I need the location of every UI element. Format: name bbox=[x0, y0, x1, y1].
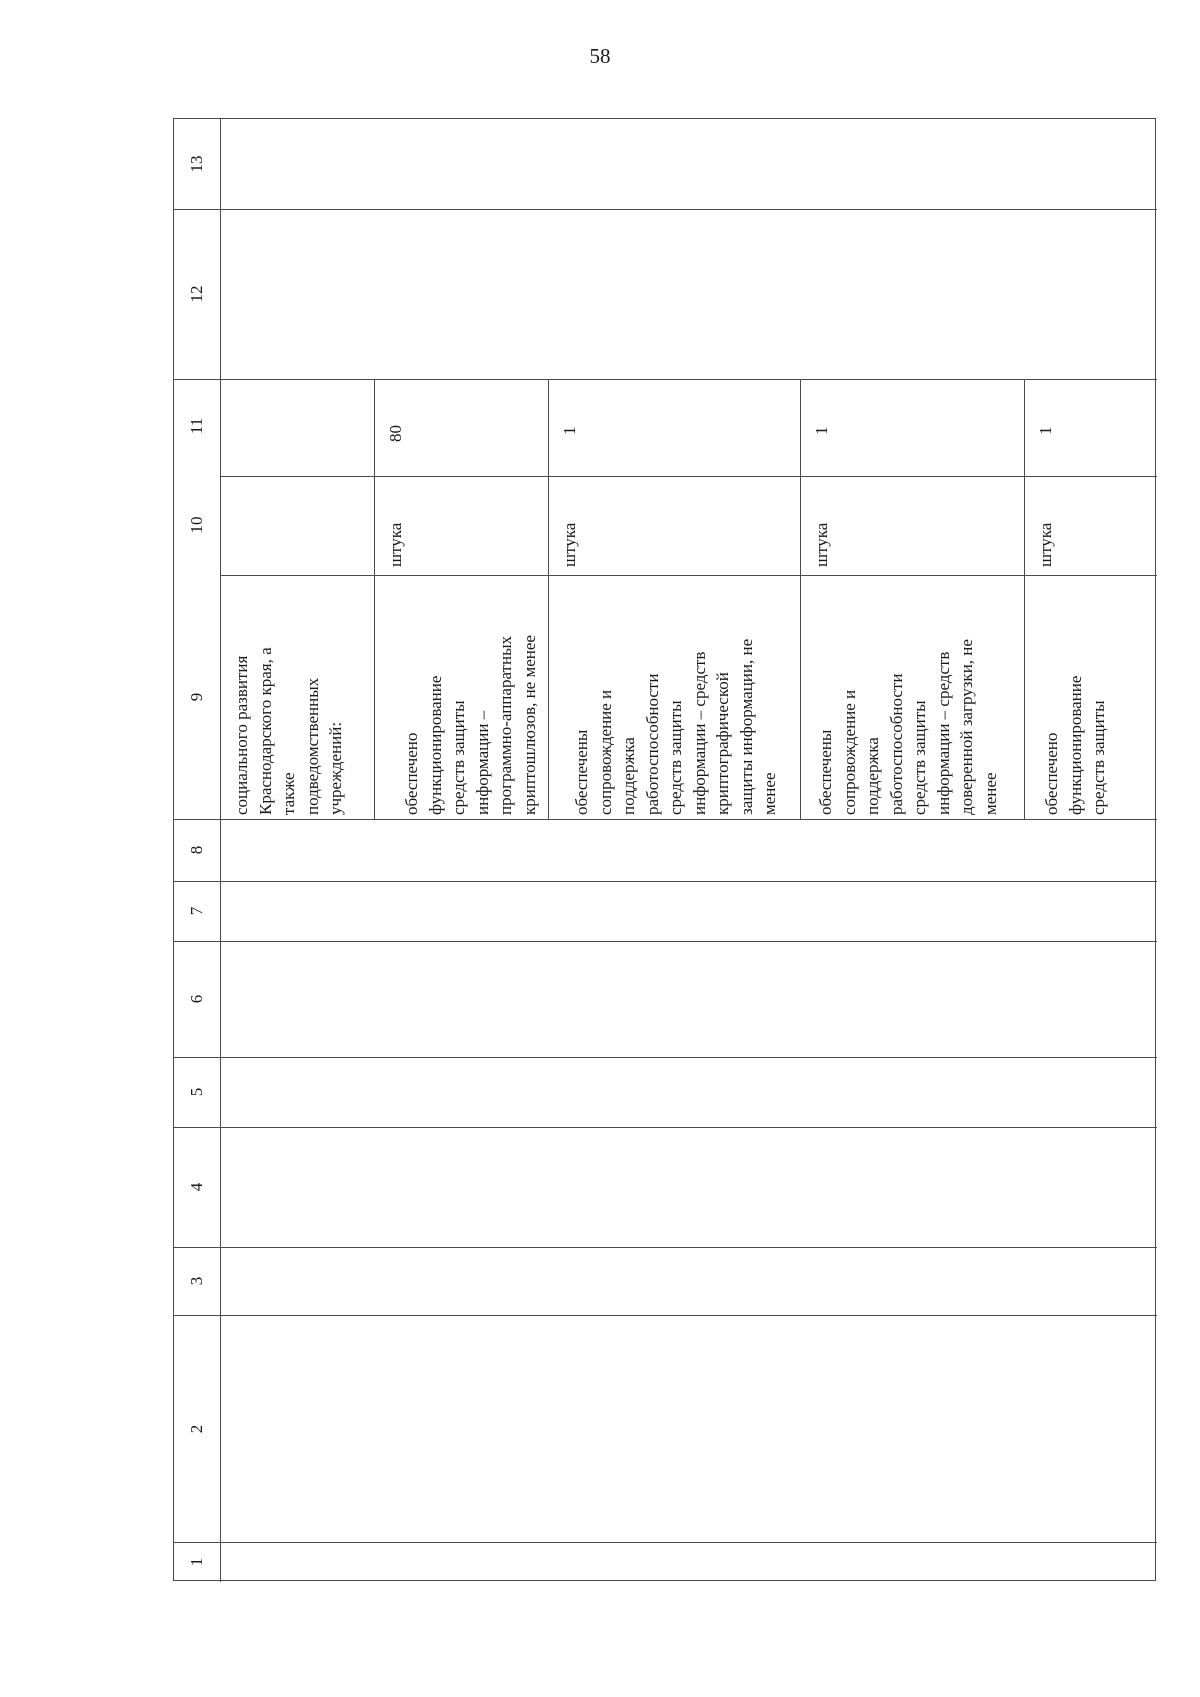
column-number-label: 13 bbox=[187, 155, 206, 173]
header-divider bbox=[220, 119, 221, 1582]
column-number-label: 1 bbox=[187, 1557, 206, 1567]
column-divider bbox=[174, 941, 1157, 942]
column-divider bbox=[174, 1127, 1157, 1128]
column-number-label: 11 bbox=[187, 417, 206, 435]
row-divider bbox=[1024, 379, 1025, 819]
indicator-cell: обеспечено функционирование средств защиты информации – программно-аппаратных криптошлюзов, не менее bbox=[402, 635, 539, 815]
column-number-label: 6 bbox=[187, 994, 206, 1004]
column-number-label: 2 bbox=[187, 1424, 206, 1434]
column-divider bbox=[174, 1057, 1157, 1058]
unit-cell: штука bbox=[1036, 522, 1055, 567]
row-divider bbox=[800, 379, 801, 819]
row-divider bbox=[548, 379, 549, 819]
value-cell: 1 bbox=[812, 426, 831, 435]
column-divider bbox=[220, 476, 1157, 477]
column-number-label: 10 bbox=[187, 516, 206, 534]
column-divider bbox=[174, 1247, 1157, 1248]
indicator-cell: обеспечены сопровождение и поддержка работоспособности средств защиты информации – средств доверенной загрузки, не менее bbox=[816, 639, 1000, 815]
column-divider bbox=[174, 881, 1157, 882]
column-number-label: 3 bbox=[187, 1276, 206, 1286]
column-number-label: 5 bbox=[187, 1087, 206, 1097]
column-number-label: 4 bbox=[187, 1182, 206, 1192]
column-number-label: 12 bbox=[187, 285, 206, 303]
column-number-label: 9 bbox=[187, 692, 206, 702]
column-number-label: 8 bbox=[187, 845, 206, 855]
column-divider bbox=[174, 1542, 1157, 1543]
indicator-cell: обеспечено функционирование средств защиты bbox=[1042, 675, 1108, 815]
column-number-label: 7 bbox=[187, 906, 206, 916]
unit-cell: штука bbox=[812, 522, 831, 567]
data-table bbox=[173, 118, 1156, 1581]
value-cell: 1 bbox=[560, 426, 579, 435]
indicator-cell: социального развития Краснодарского края, а также подведомственных учреждений: bbox=[232, 647, 345, 815]
column-divider bbox=[174, 1315, 1157, 1316]
indicator-cell: обеспечены сопровождение и поддержка работоспособности средств защиты информации – средств криптографической защиты информации, не менее bbox=[572, 638, 779, 815]
page-number: 58 bbox=[589, 44, 611, 68]
column-divider bbox=[220, 575, 1157, 576]
value-cell: 1 bbox=[1036, 426, 1055, 435]
unit-cell: штука bbox=[386, 522, 405, 567]
column-divider bbox=[174, 209, 1157, 210]
row-divider bbox=[374, 379, 375, 819]
column-divider bbox=[174, 379, 1157, 380]
column-divider bbox=[174, 819, 1157, 820]
unit-cell: штука bbox=[560, 522, 579, 567]
value-cell: 80 bbox=[386, 425, 405, 442]
